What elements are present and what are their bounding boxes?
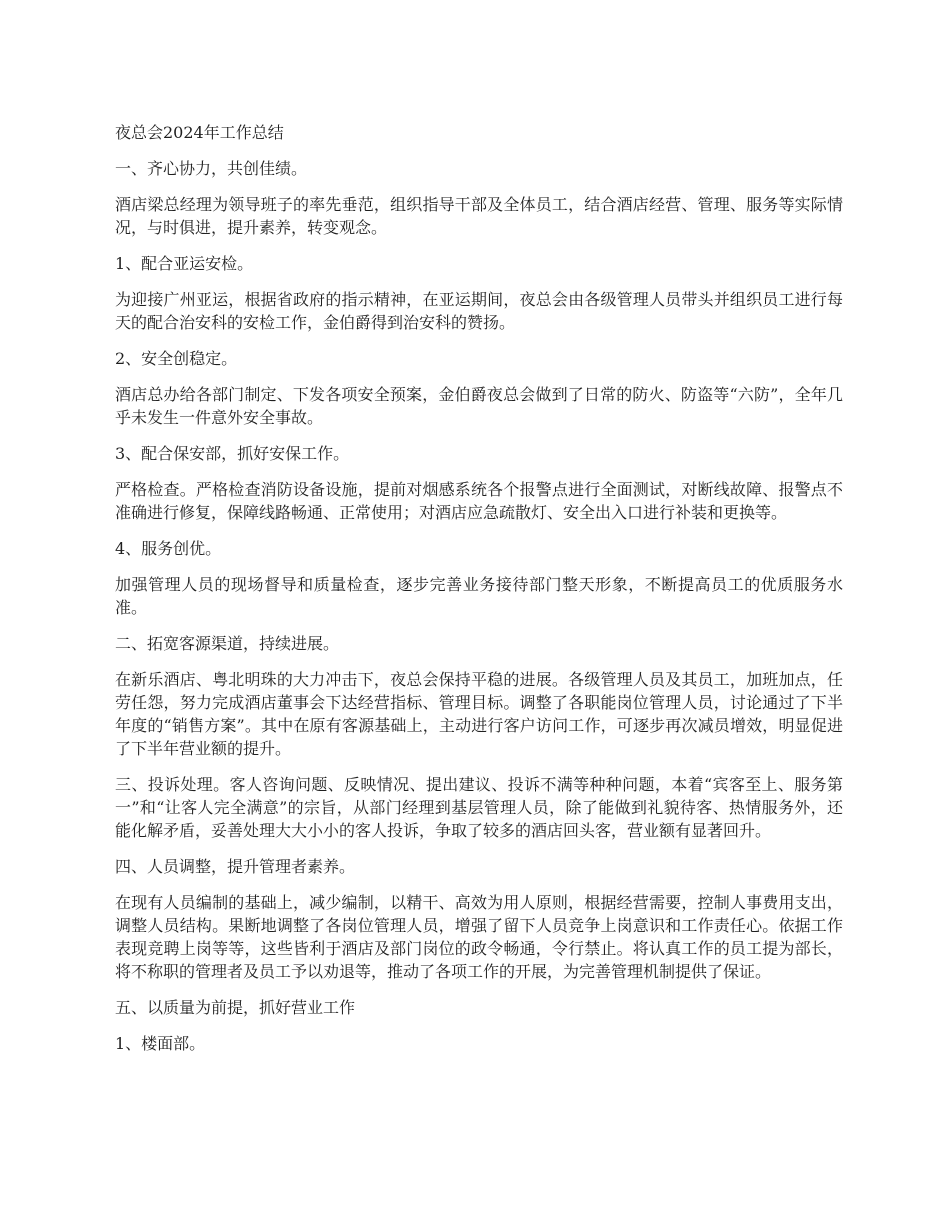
document-body [115,121,843,1068]
section-heading-5: 五、以质量为前提，抓好营业工作 [115,998,356,1017]
subsection-heading: 4、服务创优。 [115,539,222,558]
subsection-heading: 3、配合保安部，抓好安保工作。 [115,444,350,463]
section-heading-4: 四、人员调整，提升管理者素养。 [115,857,356,876]
section-paragraph-3: 三、投诉处理。客人咨询问题、反映情况、提出建议、投诉不满等种种问题，本着“宾客至上、服务第一”和“让客人完全满意”的宗旨，从部门经理到基层管理人员，除了能做到礼貌待客、热情服务外，还能化解矛盾，妥善处理大大小小的客人投诉，争取了较多的酒店回头客，营业额有显著回升。 [115,775,843,840]
section-heading-2: 二、拓宽客源渠道，持续进展。 [115,634,340,653]
subsection-heading: 2、安全创稳定。 [115,349,238,368]
paragraph: 酒店梁总经理为领导班子的率先垂范，组织指导干部及全体员工，结合酒店经营、管理、服务等实际情况，与时俱进，提升素养，转变观念。 [115,195,843,237]
subsection-heading: 1、配合亚运安检。 [115,254,254,273]
paragraph: 在新乐酒店、粤北明珠的大力冲击下，夜总会保持平稳的进展。各级管理人员及其员工，加班加点，任劳任怨，努力完成酒店董事会下达经营指标、管理目标。调整了各职能岗位管理人员，讨论通过了下半年度的“销售方案”。其中在原有客源基础上，主动进行客户访问工作，可逐步再次减员增效，明显促进了下半年营业额的提升。 [115,670,843,758]
subsection-heading: 1、楼面部。 [115,1034,206,1053]
paragraph: 加强管理人员的现场督导和质量检查，逐步完善业务接待部门整天形象，不断提高员工的优质服务水准。 [115,575,843,617]
paragraph: 为迎接广州亚运，根据省政府的指示精神，在亚运期间，夜总会由各级管理人员带头并组织员工进行每天的配合治安科的安检工作，金伯爵得到治安科的赞扬。 [115,290,843,332]
document-title: 夜总会2024年工作总结 [115,123,284,142]
paragraph: 酒店总办给各部门制定、下发各项安全预案，金伯爵夜总会做到了日常的防火、防盗等“六防”，全年几乎未发生一件意外安全事故。 [115,385,843,427]
paragraph: 严格检查。严格检查消防设备设施，提前对烟感系统各个报警点进行全面测试，对断线故障、报警点不准确进行修复，保障线路畅通、正常使用；对酒店应急疏散灯、安全出入口进行补装和更换等。 [115,480,843,522]
paragraph: 在现有人员编制的基础上，减少编制，以精干、高效为用人原则，根据经营需要，控制人事费用支出，调整人员结构。果断地调整了各岗位管理人员，增强了留下人员竞争上岗意识和工作责任心。依据工作表现竞聘上岗等等，这些皆利于酒店及部门岗位的政令畅通，令行禁止。将认真工作的员工提为部长，将不称职的管理者及员工予以劝退等，推动了各项工作的开展，为完善管理机制提供了保证。 [115,893,843,981]
section-heading-1: 一、齐心协力，共创佳绩。 [115,159,308,178]
